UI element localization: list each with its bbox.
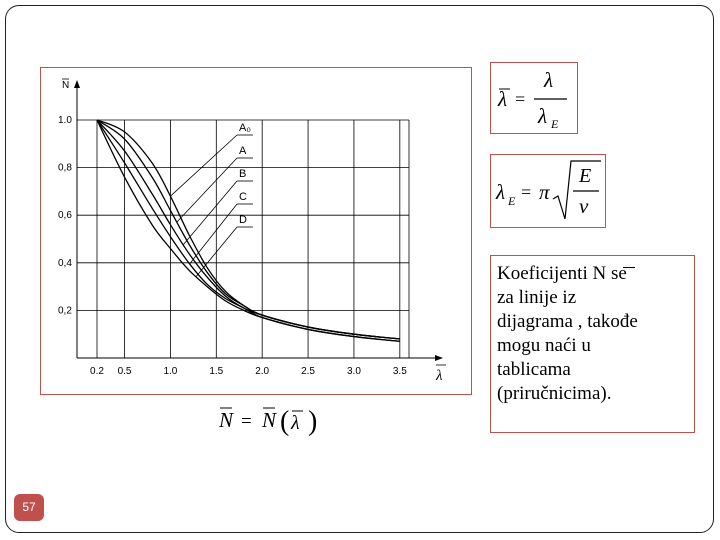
paren-close: ) <box>308 406 318 437</box>
x-tick-label: 2.5 <box>301 366 316 377</box>
n-lambda-formula <box>208 400 328 440</box>
ticks-layer <box>58 115 407 377</box>
x-tick-label: 0.5 <box>117 366 132 377</box>
legend-label-c: C <box>239 191 247 203</box>
x-tick-label: 3.5 <box>392 366 407 377</box>
lambda-e-subscript: E <box>508 194 516 208</box>
y-tick-label: 0,8 <box>58 162 72 174</box>
paren-open: ( <box>280 406 290 437</box>
lambda-e-formula-box <box>490 154 606 228</box>
pi-symbol: π <box>539 180 550 204</box>
chart-svg <box>41 68 471 394</box>
series-line-a0 <box>97 120 400 339</box>
sqrt-sign <box>553 161 601 219</box>
y-tick-label: 0,4 <box>58 257 72 269</box>
x-tick-label: 0.2 <box>90 366 104 377</box>
series-layer <box>97 120 400 341</box>
lambda-bar-formula-box <box>490 62 578 134</box>
equals-sign: = <box>241 411 252 432</box>
chart-box <box>40 67 472 395</box>
lambda-bar-symbol: λ <box>498 87 508 111</box>
x-tick-label: 2.0 <box>255 366 270 377</box>
legend-layer <box>170 122 253 277</box>
x-tick-label: 1.5 <box>209 366 224 377</box>
sqrt-numerator: E <box>579 165 592 187</box>
y-axis-label: N <box>62 80 70 91</box>
denominator-subscript: E <box>551 117 559 131</box>
legend-leader-line <box>190 204 237 264</box>
series-line-a <box>97 120 400 339</box>
axes-layer <box>74 80 443 361</box>
equals-sign: = <box>521 182 532 202</box>
lambda-e-formula <box>491 155 605 227</box>
series-line-b <box>97 120 400 339</box>
equals-sign: = <box>515 89 526 109</box>
x-axis-arrow <box>435 355 443 361</box>
y-tick-label: 0,6 <box>58 210 72 222</box>
lambda-bar-formula <box>491 63 577 133</box>
x-tick-label: 3.0 <box>346 366 361 377</box>
lambda-e-symbol: λ <box>496 180 506 204</box>
legend-label-b: B <box>239 168 247 180</box>
denominator-lambda: λ <box>538 104 548 128</box>
lambda-arg-symbol: λ <box>291 412 300 434</box>
x-tick-label: 1.0 <box>163 366 178 377</box>
x-axis-label: λ <box>436 368 443 384</box>
legend-leader-line <box>170 135 237 196</box>
y-tick-label: 0,2 <box>58 305 72 317</box>
legend-leader-line <box>183 181 237 245</box>
legend-label-a0: A₀ <box>239 122 251 134</box>
y-axis-arrow <box>74 80 80 88</box>
n-overbar-in-text <box>623 267 635 268</box>
n-symbol: N <box>219 408 234 432</box>
page-number-badge: 57 <box>14 494 44 521</box>
note-text: Koeficijenti N se za linije iz dijagrama , takođe mogu naći u tablicama (priručnicima). <box>497 263 638 404</box>
numerator-lambda: λ <box>544 68 554 92</box>
sqrt-denominator: ν <box>579 194 589 218</box>
y-tick-label: 1.0 <box>58 115 72 126</box>
legend-label-d: D <box>239 214 247 226</box>
n-rhs-symbol: N <box>262 408 277 432</box>
note-text-box <box>490 255 695 433</box>
legend-label-a: A <box>239 145 247 157</box>
